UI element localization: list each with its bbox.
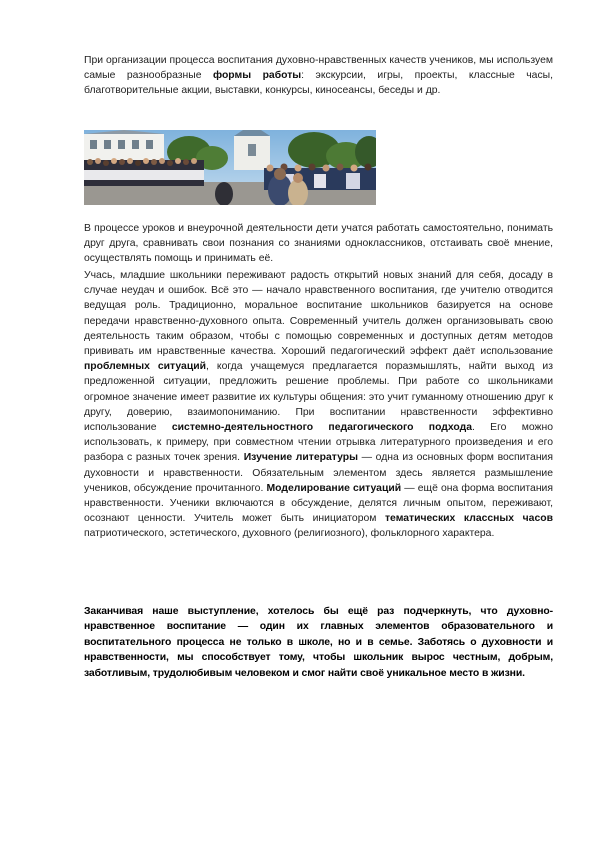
paragraph-moral-education <box>84 268 553 542</box>
p3-bold-thematic-class-hours: тематических классных часов <box>384 513 553 525</box>
paragraph-forms-of-work <box>84 53 553 99</box>
p3-text-3: . Его можно использовать, к примеру, при совместном чтении отрывка литературного произведения и его разбора с разных точек зрения. <box>84 422 553 464</box>
p3-bold-system-approach: системно-деятельностного педагогического подхода <box>171 422 472 434</box>
paragraph-independent-work <box>84 221 553 267</box>
school-event-photo <box>84 130 376 205</box>
p3-bold-problem-situations: проблемных ситуаций <box>84 361 206 373</box>
paragraph-conclusion <box>84 604 553 681</box>
p1-text-1: При организации процесса воспитания духовно-нравственных качеств учеников, мы используем самые разнообразные <box>84 55 553 82</box>
p1-text-2: : экскурсии, игры, проекты, классные часы, благотворительные акции, выставки, конкурсы, киносеансы, беседы и др. <box>84 70 553 97</box>
p3-bold-literature-study: Изучение литературы <box>243 452 358 464</box>
p3-text-2: , когда учащемуся предлагается поразмышлять, найти выход из предложенной ситуации, предложить решение проблемы. При работе со школьниками огромное значение имеет развитие их культуры общения: это учит гуманному отношению друг к другу, доверию, взаимопониманию. При воспитании нравственности эффективно использование <box>84 361 553 434</box>
p3-text-1: Учась, младшие школьники переживают радость открытий новых знаний для себя, досаду в случае неудач и ошибок. Всё это — начало нравственного воспитания, где учителю отводится ведущая роль. Традиционно, моральное воспитание школьников базируется на основе передачи нравственно-духовного опыта. Современный учитель должен организовывать свою деятельность таким образом, чтобы с помощью современных и доступных детям методов прививать им нравственные качества. Хороший педагогический эффект даёт использование <box>84 270 553 358</box>
p3-text-6: патриотического, эстетического, духовного (религиозного), фольклорного характера. <box>84 528 495 540</box>
p4-text-1: Заканчивая наше выступление, хотелось бы ещё раз подчеркнуть, что духовно-нравственное воспитание — один их главных элементов образовательного и воспитательного процесса не только в школе, но и в семье. Заботясь о духовности и нравственности, мы способствует тому, чтобы школьник вырос честным, добрым, заботливым, трудолюбивым человеком и смог найти своё уникальное место в жизни. <box>84 606 553 679</box>
p2-text-1: В процессе уроков и внеурочной деятельности дети учатся работать самостоятельно, понимать друг друга, сравнивать свои познания со знаниями одноклассников, отстаивать своё мнение, осуществлять помощь и принимать её. <box>84 223 553 265</box>
p3-text-5: — ещё она форма воспитания нравственности. Ученики включаются в обсуждение, делятся личным опытом, переживают, осознают ценности. Учитель может быть инициатором <box>84 482 553 525</box>
p1-bold-forms-of-work: формы работы <box>213 70 302 82</box>
p3-bold-situation-modeling: Моделирование ситуаций <box>266 482 402 494</box>
p3-text-4: — одна из основных форм воспитания духовности и нравственности. Обязательным элементом здесь является размышление учеников, обсуждение прочитанного. <box>84 452 553 494</box>
